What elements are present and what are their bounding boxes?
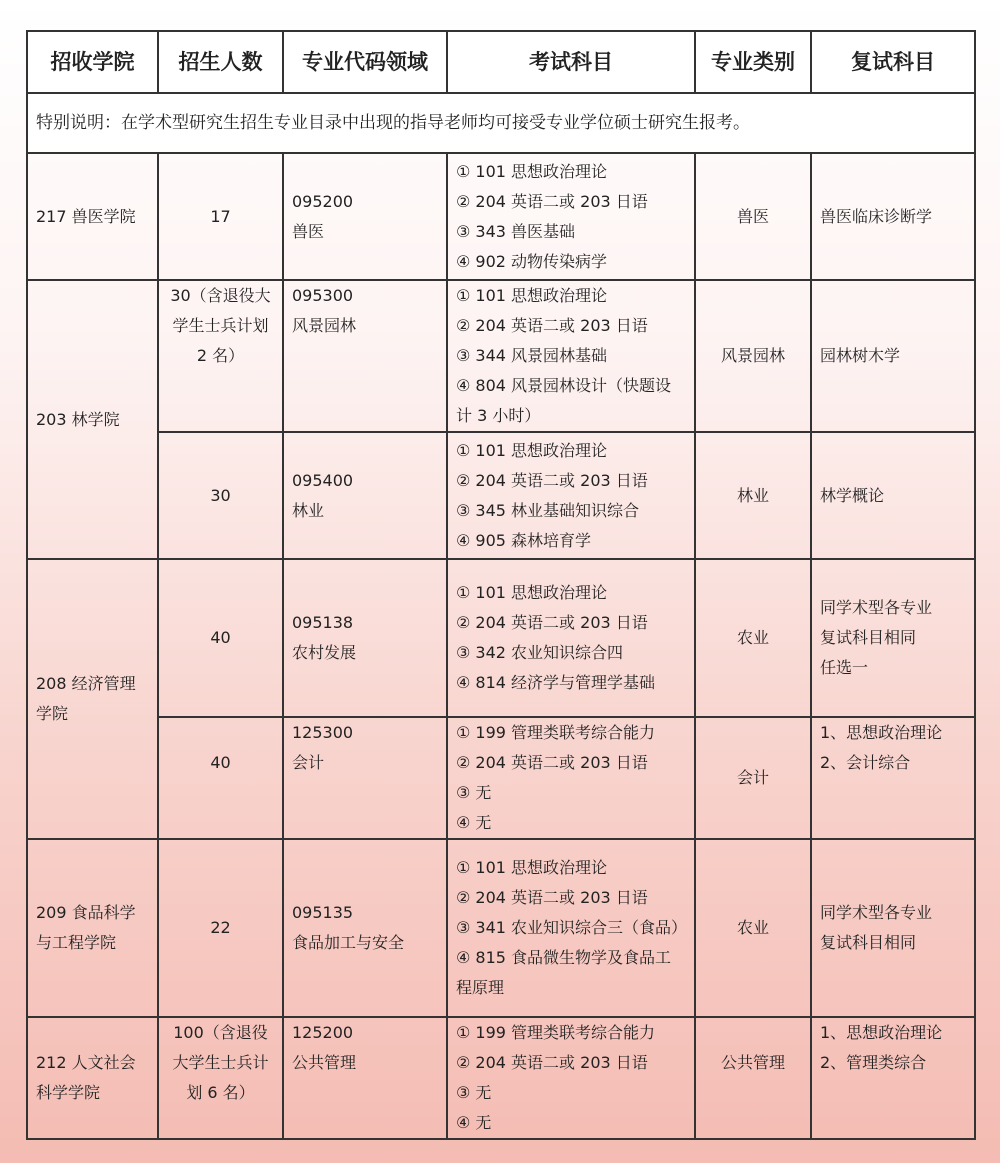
college-cell: 217 兽医学院 [27,153,158,280]
exams-cell: ① 199 管理类联考综合能力 ② 204 英语二或 203 日语 ③ 无 ④ 无 [447,1017,695,1139]
special-note: 特别说明：在学术型研究生招生专业目录中出现的指导老师均可接受专业学位硕士研究生报考。 [27,93,975,153]
retest-cell: 园林树木学 [811,280,975,432]
table-row [27,1017,975,1139]
table-row [27,717,975,839]
category-cell: 农业 [695,839,811,1017]
count-cell: 22 [158,839,283,1017]
count-cell: 40 [158,717,283,839]
exams-cell: ① 101 思想政治理论 ② 204 英语二或 203 日语 ③ 345 林业基础知识综合 ④ 905 森林培育学 [447,432,695,559]
header-category: 专业类别 [695,31,811,93]
code-cell: 095200 兽医 [283,153,447,280]
code-cell: 125200 公共管理 [283,1017,447,1139]
table-row [27,153,975,280]
exams-cell: ① 199 管理类联考综合能力 ② 204 英语二或 203 日语 ③ 无 ④ 无 [447,717,695,839]
retest-cell: 兽医临床诊断学 [811,153,975,280]
exams-cell: ① 101 思想政治理论 ② 204 英语二或 203 日语 ③ 342 农业知识综合四 ④ 814 经济学与管理学基础 [447,559,695,717]
retest-cell: 1、思想政治理论 2、管理类综合 [811,1017,975,1139]
table-row [27,280,975,432]
count-cell: 40 [158,559,283,717]
admissions-table [26,30,976,1140]
code-cell: 095138 农村发展 [283,559,447,717]
table-row [27,559,975,717]
category-cell: 风景园林 [695,280,811,432]
college-cell: 203 林学院 [27,280,158,559]
table-row [27,839,975,1017]
category-cell: 农业 [695,559,811,717]
header-retest: 复试科目 [811,31,975,93]
college-cell: 208 经济管理学院 [27,559,158,839]
retest-cell: 同学术型各专业 复试科目相同 任选一 [811,559,975,717]
header-count: 招生人数 [158,31,283,93]
header-code: 专业代码领域 [283,31,447,93]
college-cell: 212 人文社会科学学院 [27,1017,158,1139]
retest-cell: 林学概论 [811,432,975,559]
table-row [27,432,975,559]
code-cell: 125300 会计 [283,717,447,839]
retest-cell: 同学术型各专业 复试科目相同 [811,839,975,1017]
category-cell: 公共管理 [695,1017,811,1139]
exams-cell: ① 101 思想政治理论 ② 204 英语二或 203 日语 ③ 341 农业知识综合三（食品） ④ 815 食品微生物学及食品工程原理 [447,839,695,1017]
exams-cell: ① 101 思想政治理论 ② 204 英语二或 203 日语 ③ 344 风景园林基础 ④ 804 风景园林设计（快题设计 3 小时） [447,280,695,432]
header-college: 招收学院 [27,31,158,93]
header-exams: 考试科目 [447,31,695,93]
code-cell: 095135 食品加工与安全 [283,839,447,1017]
category-cell: 会计 [695,717,811,839]
header-row [27,31,975,93]
exams-cell: ① 101 思想政治理论 ② 204 英语二或 203 日语 ③ 343 兽医基础 ④ 902 动物传染病学 [447,153,695,280]
college-cell: 209 食品科学与工程学院 [27,839,158,1017]
code-cell: 095300 风景园林 [283,280,447,432]
code-cell: 095400 林业 [283,432,447,559]
category-cell: 兽医 [695,153,811,280]
count-cell: 30（含退役大学生士兵计划 2 名） [158,280,283,432]
count-cell: 17 [158,153,283,280]
retest-cell: 1、思想政治理论 2、会计综合 [811,717,975,839]
count-cell: 30 [158,432,283,559]
count-cell: 100（含退役大学生士兵计划 6 名） [158,1017,283,1139]
category-cell: 林业 [695,432,811,559]
note-row [27,93,975,153]
